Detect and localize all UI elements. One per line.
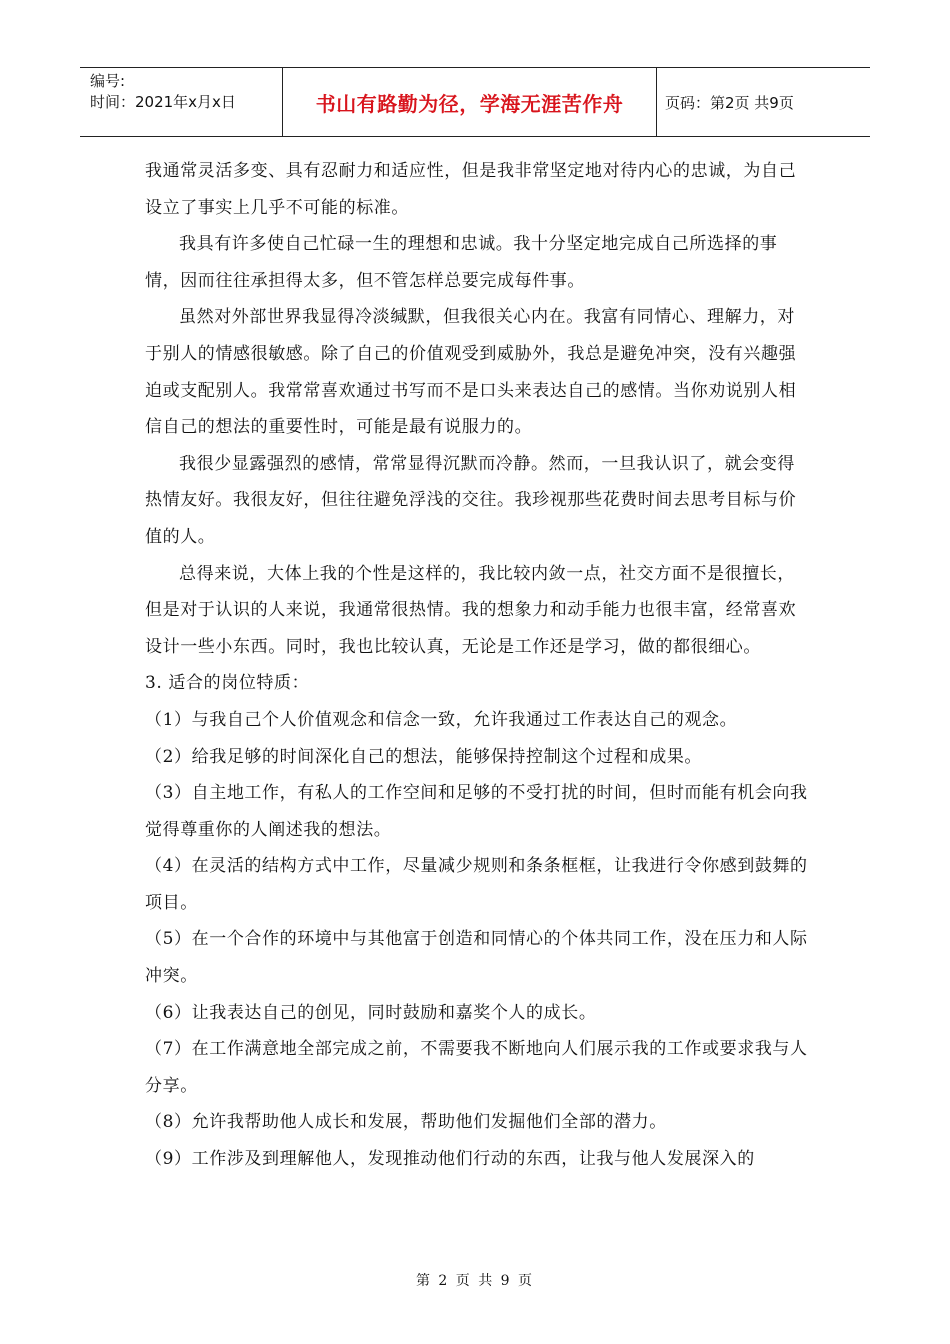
list-item: （9）工作涉及到理解他人，发现推动他们行动的东西，让我与他人发展深入的 — [145, 1149, 755, 1170]
page-footer: 第 2 页 共 9 页 — [415, 1273, 535, 1289]
header-motto: 书山有路勤为径，学海无涯苦作舟 — [283, 68, 657, 136]
section-heading: 3. 适合的岗位特质： — [145, 673, 310, 694]
list-item: （3）自主地工作，有私人的工作空间和足够的不受打扰的时间，但时而能有机会向我觉得尊重你的人阐述我的想法。 — [145, 783, 808, 840]
paragraph: 我很少显露强烈的感情，常常显得沉默而冷静。然而，一旦我认识了，就会变得热情友好。我很友好，但往往避免浮浅的交往。我珍视那些花费时间去思考目标与价值的人。 — [145, 453, 797, 547]
document-date: 时间：2021年x月x日 — [90, 93, 236, 111]
list-item: （5）在一个合作的环境中与其他富于创造和同情心的个体共同工作，没在压力和人际冲突。 — [145, 929, 808, 987]
paragraph: 虽然对外部世界我显得冷淡缄默，但我很关心内在。我富有同情心、理解力，对于别人的情感很敏感。除了自己的价值观受到威胁外，我总是避免冲突，没有兴趣强迫或支配别人。我常常喜欢通过书写而不是口头来表达自己的感情。当你劝说别人相信自己的想法的重要性时，可能是最有说服力的。 — [145, 307, 797, 438]
list-item: （2）给我足够的时间深化自己的想法，能够保持控制这个过程和成果。 — [145, 746, 703, 767]
document-body — [145, 153, 810, 1178]
header-page-info: 页码：第2页 共9页 — [665, 93, 794, 112]
header-meta — [80, 68, 283, 136]
list-item: （8）允许我帮助他人成长和发展，帮助他们发掘他们全部的潜力。 — [145, 1112, 667, 1133]
list-item: （6）让我表达自己的创见，同时鼓励和嘉奖个人的成长。 — [145, 1002, 597, 1023]
list-item: （4）在灵活的结构方式中工作，尽量减少规则和条条框框，让我进行令你感到鼓舞的项目。 — [145, 856, 808, 913]
paragraph: 我通常灵活多变、具有忍耐力和适应性，但是我非常坚定地对待内心的忠诚，为自己设立了事实上几乎不可能的标准。 — [145, 161, 797, 218]
paragraph: 我具有许多使自己忙碌一生的理想和忠诚。我十分坚定地完成自己所选择的事情，因而往往承担得太多，但不管怎样总要完成每件事。 — [145, 234, 778, 291]
document-number-label: 编号: — [90, 72, 126, 90]
list-item: （7）在工作满意地全部完成之前，不需要我不断地向人们展示我的工作或要求我与人分享。 — [145, 1039, 808, 1096]
paragraph: 总得来说，大体上我的个性是这样的，我比较内敛一点，社交方面不是很擅长，但是对于认识的人来说，我通常很热情。我的想象力和动手能力也很丰富，经常喜欢设计一些小东西。同时，我也比较认真，无论是工作还是学习，做的都很细心。 — [145, 563, 797, 657]
page-header — [80, 67, 870, 137]
list-item: （1）与我自己个人价值观念和信念一致，允许我通过工作表达自己的观念。 — [145, 709, 738, 730]
